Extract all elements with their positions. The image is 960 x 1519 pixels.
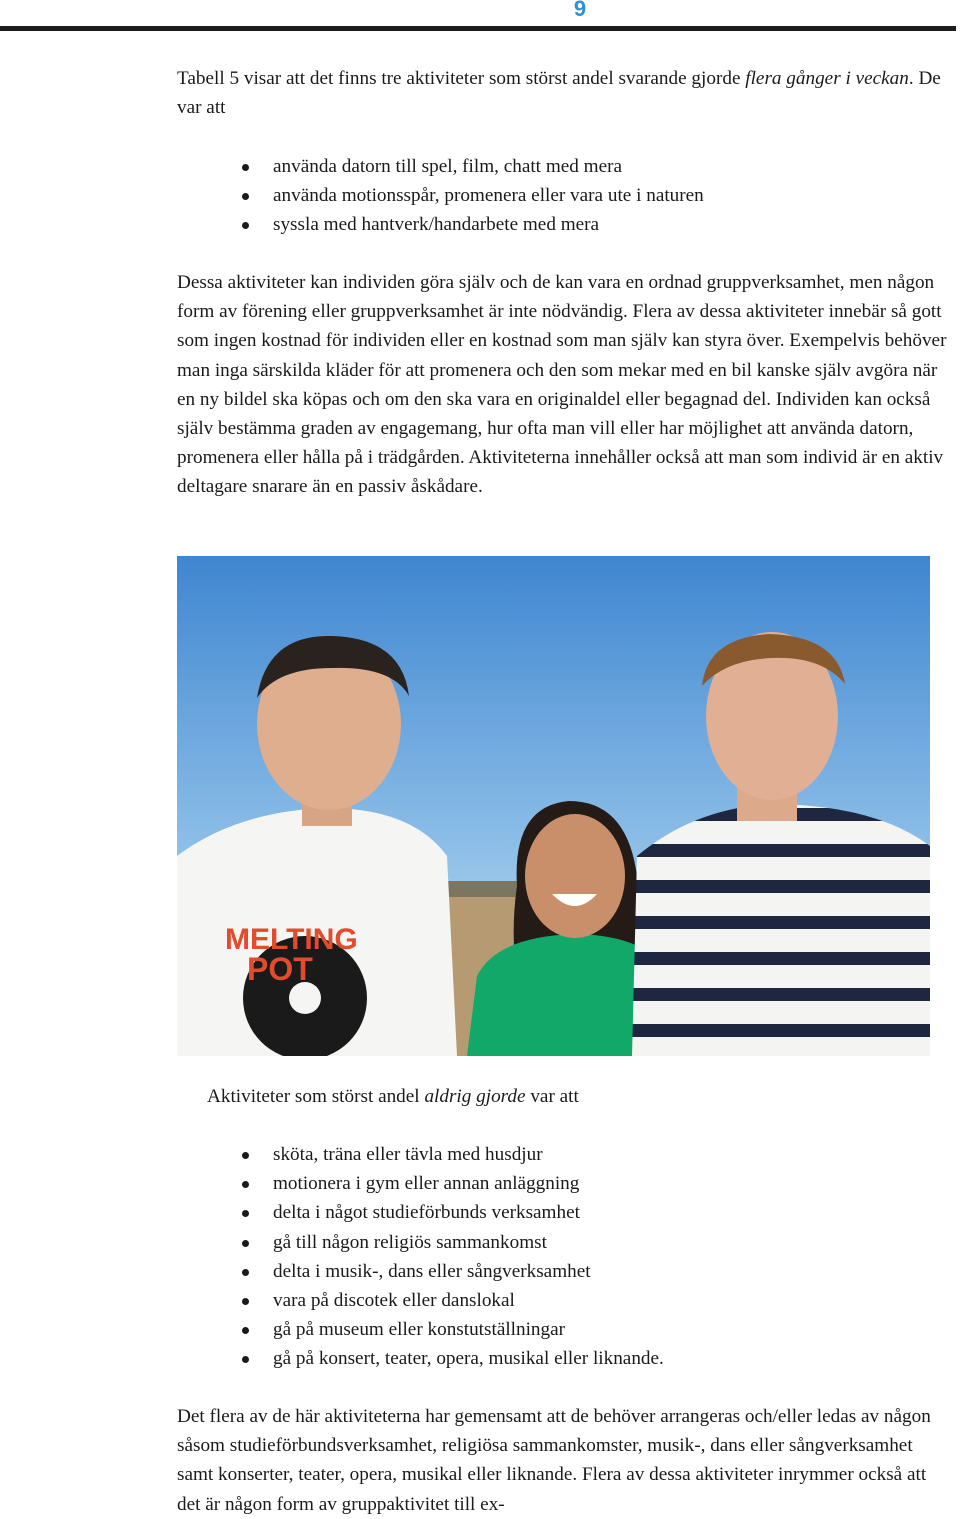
shirt-print-line2: POT <box>247 951 313 987</box>
striped-shirt <box>632 804 930 1056</box>
intro-section <box>177 64 947 122</box>
list-item: använda datorn till spel, film, chatt med mera <box>177 152 947 181</box>
never-intro-emphasis: aldrig gjorde <box>424 1086 526 1107</box>
never-intro-paragraph <box>207 1082 960 1111</box>
list-item: gå till någon religiös sammankomst <box>177 1228 947 1257</box>
closing-section <box>177 1402 947 1519</box>
never-intro-text-end: var att <box>525 1086 579 1107</box>
photo-three-young-people <box>177 556 930 1056</box>
list-item: gå på konsert, teater, opera, musikal eller liknande. <box>177 1344 947 1373</box>
shirt-print-line1: MELTING <box>225 923 358 956</box>
list-item: vara på discotek eller danslokal <box>177 1286 947 1315</box>
frequent-activities-list <box>177 152 947 240</box>
analysis-paragraph: Dessa aktiviteter kan individen göra själv och de kan vara en ordnad gruppverksamhet, men någon form av förening eller gruppverksamhet är inte nödvändig. Flera av dessa aktiviteter innebär så gott som ingen kostnad för individen eller en kostnad som man själv kan styra över. Exempelvis behöver man inga särskilda kläder för att promenera och den som mekar med en bil kanske själv avgöra när en ny bildel ska köpas och om den ska vara en originaldel eller begagnad del. Individen kan också själv bestämma graden av engagemang, hur ofta man vill eller har möjlighet att använda datorn, promenera eller hålla på i trädgården. Aktiviteterna innehåller också att man som individ är en aktiv deltagare snarare än en passiv åskådare. <box>177 272 947 498</box>
intro-paragraph <box>177 64 947 122</box>
intro-emphasis: flera gånger i veckan <box>745 68 909 89</box>
never-activities-section <box>177 1140 947 1374</box>
list-item: sköta, träna eller tävla med husdjur <box>177 1140 947 1169</box>
frequent-activities-section <box>177 152 947 240</box>
never-intro-section <box>207 1082 960 1111</box>
page-number: 9 <box>573 0 587 21</box>
list-item: motionera i gym eller annan anläggning <box>177 1169 947 1198</box>
list-item: syssla med hantverk/handarbete med mera <box>177 210 947 239</box>
list-item: gå på museum eller konstutställningar <box>177 1315 947 1344</box>
never-intro-text: Aktiviteter som störst andel <box>207 1086 425 1107</box>
never-activities-list <box>177 1140 947 1374</box>
middle-face <box>525 814 625 938</box>
list-item: använda motionsspår, promenera eller vara ute i naturen <box>177 181 947 210</box>
list-item: delta i något studieförbunds verksamhet <box>177 1198 947 1227</box>
intro-text-end: . De var att <box>177 68 941 119</box>
list-item: delta i musik-, dans eller sångverksamhet <box>177 1257 947 1286</box>
analysis-section <box>177 268 947 502</box>
closing-paragraph: Det flera av de här aktiviteterna har gemensamt att de behöver arrangeras och/eller ledas av någon såsom studieförbundsverksamhet, religiösa sammankomster, musik-, dans eller sångverksamhet samt konserter, teater, opera, musikal eller liknande. Flera av dessa aktiviteter inrymmer också att det är någon form av gruppaktivitet till ex- <box>177 1406 931 1515</box>
intro-text: Tabell 5 visar att det finns tre aktiviteter som störst andel svarande gjorde <box>177 68 746 89</box>
header-rule <box>0 26 956 31</box>
